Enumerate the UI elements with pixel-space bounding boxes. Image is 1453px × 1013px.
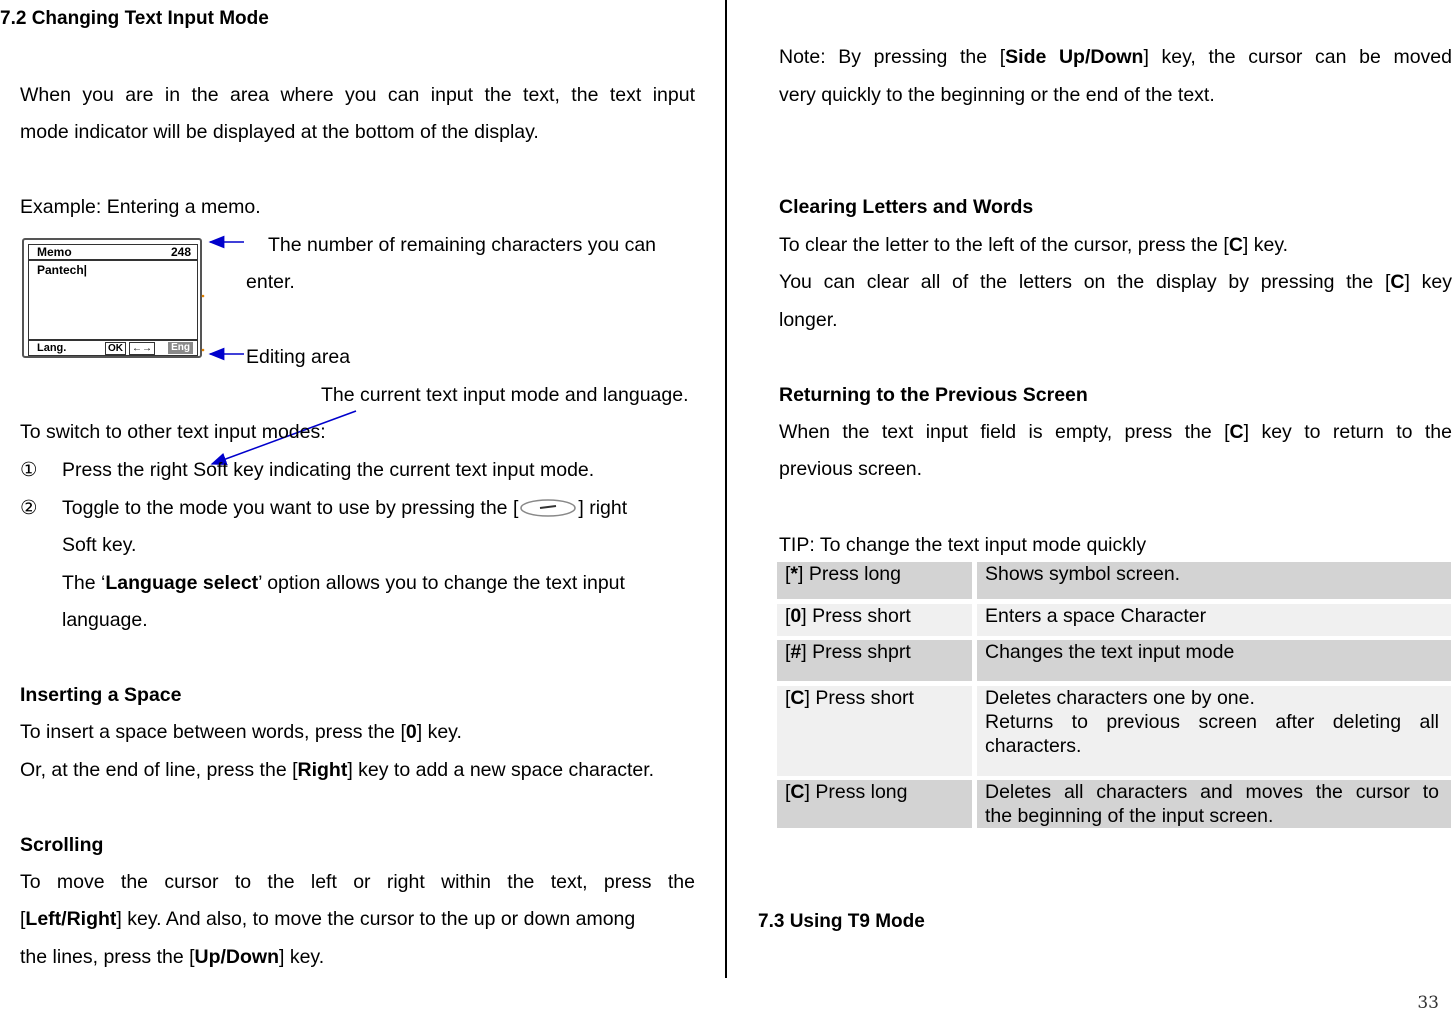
inserting-space-title: Inserting a Space: [20, 684, 182, 706]
clearing-line1: To clear the letter to the left of the cursor, press the [C] key.: [779, 234, 1289, 256]
annotation-editing: Editing area: [246, 346, 351, 368]
phone-ok-softkey: OK: [105, 342, 126, 355]
phone-lang-softkey: Lang.: [37, 342, 67, 354]
t9-section-title: 7.3 Using T9 Mode: [758, 911, 925, 932]
language-select-note: The ‘Language select’ option allows you to change the text input: [62, 572, 625, 594]
tip-heading: TIP: To change the text input mode quickly: [779, 534, 1147, 556]
section-title: 7.2 Changing Text Input Mode: [0, 8, 269, 29]
step2-text: Toggle to the mode you want to use by pressing the [ ] right: [62, 497, 628, 519]
phone-text: Pantech|: [37, 263, 88, 277]
note-line2: very quickly to the beginning or the end of the text.: [779, 84, 1215, 106]
softkey-icon: [518, 498, 578, 518]
table-row-key: [C] Press short: [777, 686, 972, 776]
annotation-remaining-1: The number of remaining characters you can: [268, 234, 657, 256]
table-row-key: [0] Press short: [777, 604, 972, 636]
example-label: Example: Entering a memo.: [20, 196, 261, 218]
column-divider: [725, 0, 727, 978]
table-row-key: [C] Press long: [777, 780, 972, 828]
table-row-desc: Deletes characters one by one. Returns to previous screen after deleting all characters.: [977, 686, 1451, 776]
table-row-desc: Changes the text input mode: [977, 640, 1451, 681]
intro-line-2: mode indicator will be displayed at the bottom of the display.: [20, 121, 539, 143]
clearing-title: Clearing Letters and Words: [779, 196, 1034, 218]
language-select-note-cont: language.: [62, 609, 148, 631]
inserting-space-line2: Or, at the end of line, press the [Right] key to add a new space character.: [20, 759, 655, 781]
scrolling-line3: the lines, press the [Up/Down] key.: [20, 946, 325, 968]
scrolling-title: Scrolling: [20, 834, 104, 856]
page-number: 33: [1417, 993, 1439, 1013]
scrolling-line1: To move the cursor to the left or right within the text, press the: [20, 871, 695, 893]
table-row-key: [#] Press shprt: [777, 640, 972, 681]
annotation-mode: The current text input mode and language.: [321, 384, 689, 406]
returning-line2: previous screen.: [779, 458, 923, 480]
intro-line-1: When you are in the area where you can input the text, the text input: [20, 84, 695, 106]
phone-eng-indicator: Eng: [168, 342, 193, 354]
phone-screen-image: [22, 238, 202, 358]
phone-title: Memo: [37, 245, 72, 259]
table-row-desc: Deletes all characters and moves the cursor to the beginning of the input screen.: [977, 780, 1451, 828]
phone-title-bar: [28, 244, 198, 260]
returning-line1: When the text input field is empty, press the [C] key to return to the: [779, 421, 1452, 443]
phone-softkey-bar: [28, 340, 198, 356]
inserting-space-line1: To insert a space between words, press the [0] key.: [20, 721, 462, 743]
switch-heading: To switch to other text input modes:: [20, 421, 326, 443]
phone-editing-area: [28, 260, 198, 340]
clearing-line2: You can clear all of the letters on the display by pressing the [C] key: [779, 271, 1452, 293]
table-row-desc: Enters a space Character: [977, 604, 1451, 636]
phone-char-count: 248: [170, 245, 191, 259]
step2-text-cont: Soft key.: [62, 534, 137, 556]
phone-mode-softkey: ←→: [129, 342, 155, 355]
note-line1: Note: By pressing the [Side Up/Down] key, the cursor can be moved: [779, 46, 1452, 68]
table-row-key: [*] Press long: [777, 562, 972, 599]
step1-text: Press the right Soft key indicating the current text input mode.: [62, 459, 595, 481]
scrolling-line2: [Left/Right] key. And also, to move the cursor to the up or down among: [20, 908, 636, 930]
clearing-line3: longer.: [779, 309, 838, 331]
step1-marker: ①: [20, 459, 38, 481]
step2-marker: ②: [20, 497, 38, 519]
returning-title: Returning to the Previous Screen: [779, 384, 1088, 406]
table-row-desc: Shows symbol screen.: [977, 562, 1451, 599]
annotation-remaining-2: enter.: [246, 271, 295, 293]
